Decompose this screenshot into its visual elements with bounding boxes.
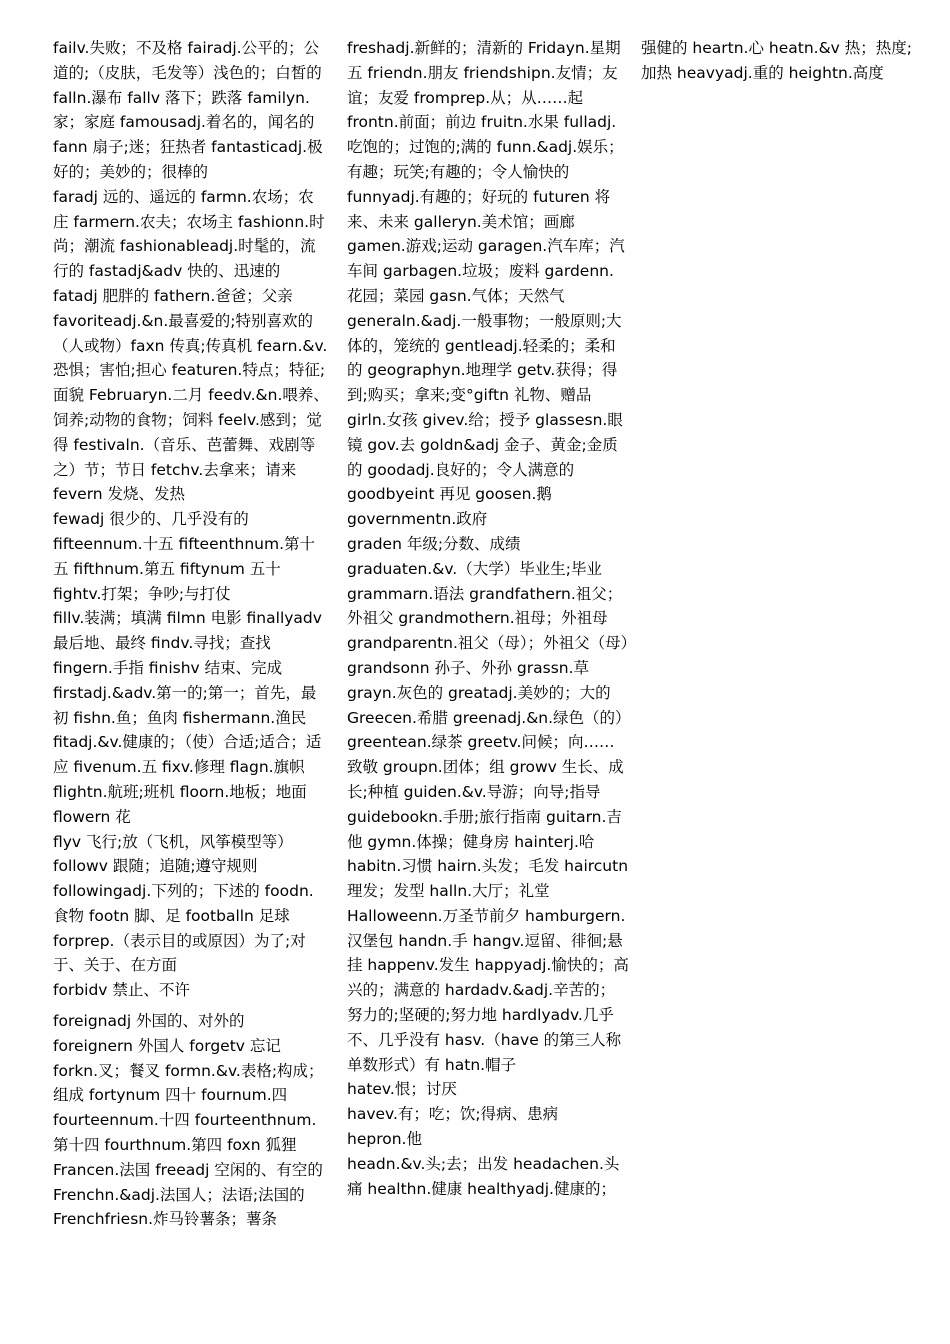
paragraph: hatev.恨；讨厌 bbox=[347, 1080, 457, 1099]
paragraph: fewadj 很少的、几乎没有的 bbox=[53, 510, 249, 529]
paragraph: fifteennum.十五 fifteenthnum.第十五 fifthnum.第五 fiftynum 五十 bbox=[53, 534, 316, 578]
text-column-3 bbox=[641, 36, 923, 86]
paragraph: grandsonn 孙子、外孙 grassn.草 grayn.灰色的 greatadj.美妙的；大的 Greecen.希腊 greenadj.&n.绿色（的）greentean.绿茶 greetv.问候；向……致敬 groupn.团体；组 growv 生长、成长;种植 guiden.&v.导游；向导;指导 guidebookn.手册;旅行指南 guitarn.吉他 gymn.体操；健身房 hainterj.哈 habitn.习惯 hairn.头发；毛发 haircutn 理发；发型 halln.大厅；礼堂 Halloweenn.万圣节前夕 hamburgern.汉堡包 handn.手 hangv.逗留、徘徊;悬挂 happenv.发生 happyadj.愉快的；高兴的；满意的 hardadv.&adj.辛苦的；努力的;坚硬的;努力地 hardlyadv.几乎不、几乎没有 hasv.（have 的第三人称单数形式）有 hatn.帽子 bbox=[347, 658, 633, 1074]
paragraph: 强健的 heartn.心 heatn.&v 热；热度;加热 heavyadj.重的 heightn.高度 bbox=[641, 39, 913, 82]
paragraph: faradj 远的、遥远的 farmn.农场；农庄 farmern.农夫；农场主 fashionn.时尚；潮流 fashionableadj.时髦的，流行的 fastadj&adv 快的、迅速的 fatadj 肥胖的 fathern.爸爸；父亲 favoriteadj.&n.最喜爱的;特别喜欢的（人或物）faxn 传真;传真机 fearn.&v.恐惧；害怕;担心 featuren.特点；特征;面貌 Februaryn.二月 feedv.&n.喂养、饲养;动物的食物；饲料 feelv.感到；觉得 festivaln.（音乐、芭蕾舞、戏剧等之）节；节日 fetchv.去拿来；请来 fevern 发烧、发热 bbox=[53, 187, 329, 504]
text-column-1 bbox=[53, 36, 329, 1232]
paragraph: fillv.装满；填满 filmn 电影 finallyadv 最后地、最终 findv.寻找；查找 fingern.手指 finishv 结束、完成 firstadj.&adv.第一的;第一；首先，最初 fishn.鱼；鱼肉 fishermann.渔民 fitadj.&v.健康的；（使）合适;适合；适应 fivenum.五 fixv.修理 flagn.旗帜 flightn.航班;班机 floorn.地板；地面 flowern 花 bbox=[53, 609, 327, 826]
paragraph: failv.失败；不及格 fairadj.公平的；公道的;（皮肤，毛发等）浅色的；白皙的 falln.瀑布 fallv 落下；跌落 familyn.家；家庭 famousadj.着名的，闻名的 fann 扇子;迷；狂热者 fantasticadj.极好的；美妙的；很棒的 bbox=[53, 39, 327, 181]
paragraph: hepron.他 bbox=[347, 1130, 422, 1149]
paragraph: forbidv 禁止、不许 bbox=[53, 981, 190, 1000]
paragraph: freshadj.新鲜的；清新的 Fridayn.星期五 friendn.朋友 friendshipn.友情；友谊；友爱 fromprep.从；从……起 frontn.前面；前边 fruitn.水果 fulladj.吃饱的；过饱的;满的 funn.&adj.娱乐；有趣；玩笑;有趣的；令人愉快的 funnyadj.有趣的；好玩的 futuren 将来、未来 galleryn.美术馆；画廊 gamen.游戏;运动 garagen.汽车库；汽车间 garbagen.垃圾；废料 gardenn.花园；菜园 gasn.气体；天然气 generaln.&adj.一般事物；一般原则;大体的，笼统的 gentleadj.轻柔的；柔和的 geographyn.地理学 getv.获得；得到;购买；拿来;变°giftn 礼物、赠品 girln.女孩 givev.给；授予 glassesn.眼镜 gov.去 goldn&adj 金子、黄金;金质的 goodadj.良好的；令人满意的 goodbyeint 再见 goosen.鹅 governmentn.政府 bbox=[347, 39, 625, 529]
paragraph: Frenchfriesn.炸马铃薯条；薯条 bbox=[53, 1210, 278, 1229]
paragraph: foreignadj 外国的、对外的 foreignern 外国人 forgetv 忘记 forkn.叉；餐叉 formn.&v.表格;构成；组成 fortynum 四十 fournum.四 fourteennum.十四 fourteenthnum.第十四 fourthnum.第四 foxn 狐狸 Francen.法国 freeadj 空闲的、有空的 Frenchn.&adj.法国人；法语;法国的 bbox=[53, 1012, 328, 1204]
paragraph: flyv 飞行;放（飞机，风筝模型等）followv 跟随；追随;遵守规则 followingadj.下列的；下述的 foodn.食物 footn 脚、足 footballn 足球 forprep.（表示目的或原因）为了;对于、关于、在方面 bbox=[53, 832, 314, 975]
paragraph: havev.有；吃；饮;得病、患病 bbox=[347, 1105, 559, 1124]
paragraph: fightv.打架；争吵;与打仗 bbox=[53, 584, 231, 603]
text-column-2 bbox=[347, 36, 637, 1201]
paragraph: headn.&v.头;去；出发 headachen.头痛 healthn.健康 healthyadj.健康的； bbox=[347, 1154, 620, 1198]
paragraph: graden 年级;分数、成绩 graduaten.&v.（大学）毕业生;毕业 grammarn.语法 grandfathern.祖父；外祖父 grandmothern.祖母；外祖母 grandparentn.祖父（母）；外祖父（母） bbox=[347, 534, 637, 653]
